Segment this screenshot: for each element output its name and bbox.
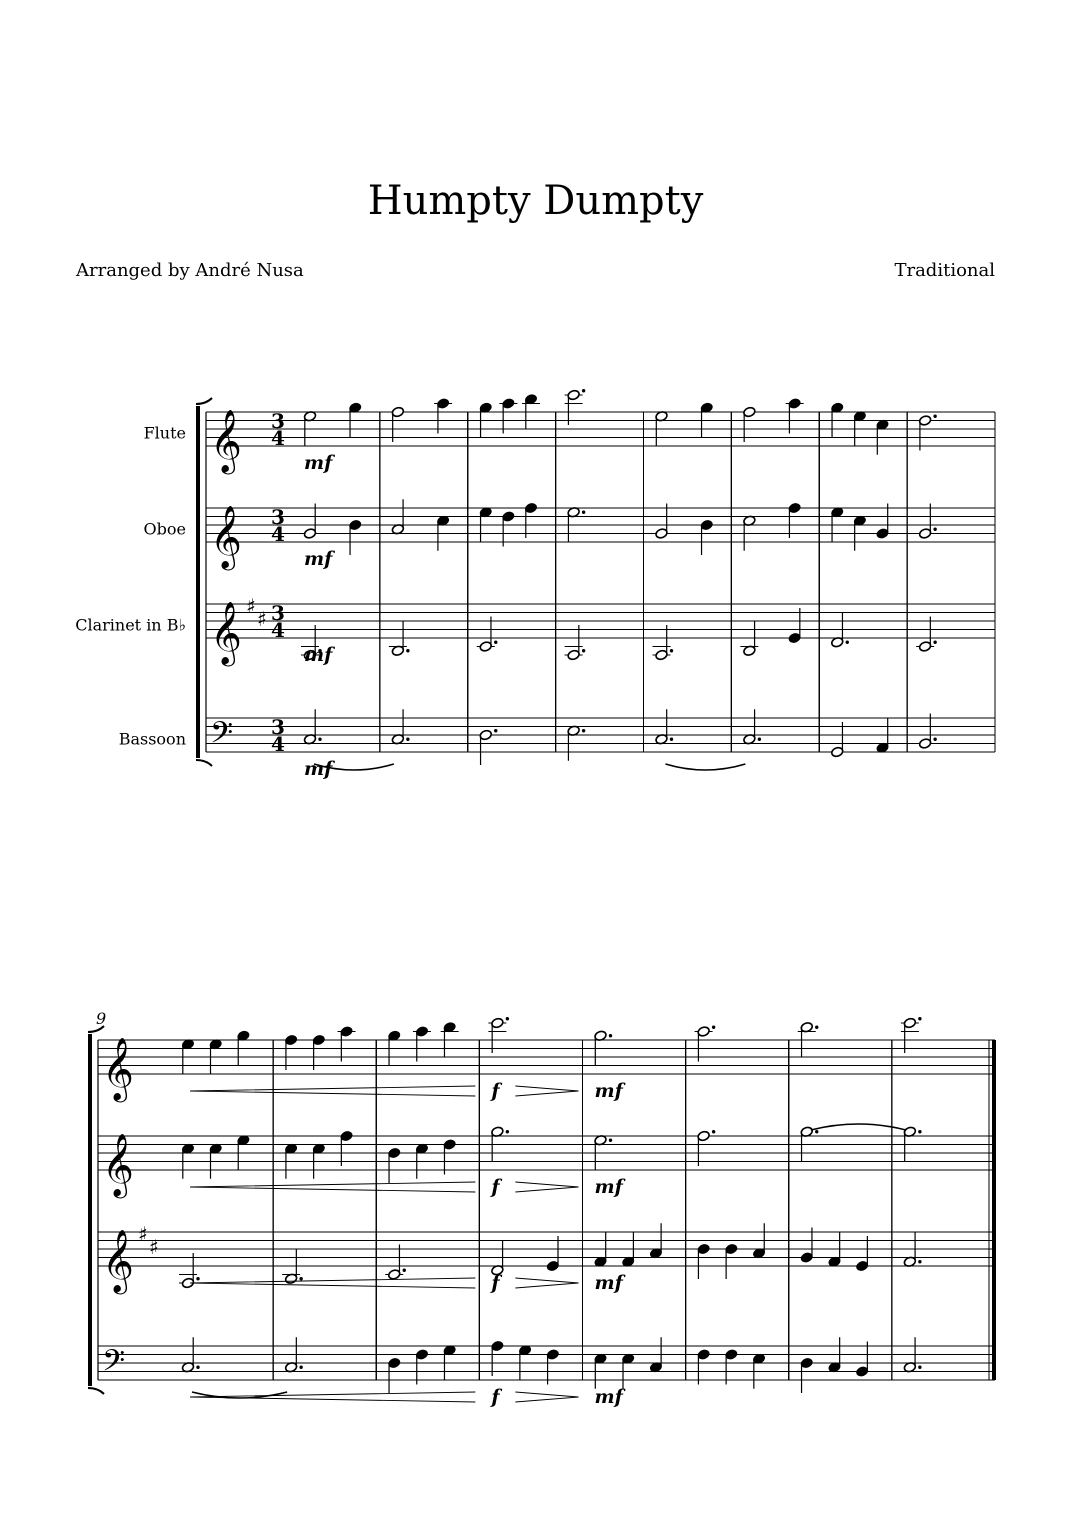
tie xyxy=(666,764,746,770)
augmentation-dot xyxy=(609,1034,612,1037)
treble-clef-icon: 𝄞 xyxy=(210,601,242,664)
augmentation-dot xyxy=(933,528,936,531)
augmentation-dot xyxy=(712,1130,715,1133)
sharp-icon: ♯ xyxy=(149,1234,159,1259)
dynamic-marking: mf xyxy=(304,548,333,570)
augmentation-dot xyxy=(318,738,321,741)
augmentation-dot xyxy=(494,641,497,644)
time-signature-bottom: 4 xyxy=(271,426,285,450)
augmentation-dot xyxy=(758,738,761,741)
diminuendo-hairpin xyxy=(515,1182,578,1192)
dynamic-marking: mf xyxy=(304,758,333,780)
composer-credit: Traditional xyxy=(894,260,995,281)
augmentation-dot xyxy=(299,1277,302,1280)
augmentation-dot xyxy=(815,1026,818,1029)
instrument-name: Oboe xyxy=(143,519,186,539)
augmentation-dot xyxy=(918,1260,921,1263)
augmentation-dot xyxy=(196,1277,199,1280)
crescendo-hairpin xyxy=(190,1392,475,1402)
augmentation-dot xyxy=(670,649,673,652)
treble-clef-icon: 𝄞 xyxy=(102,1229,134,1292)
augmentation-dot xyxy=(933,738,936,741)
crescendo-hairpin xyxy=(190,1086,475,1096)
diminuendo-hairpin xyxy=(515,1278,578,1288)
bracket-top-hook xyxy=(196,398,212,404)
time-signature-bottom: 4 xyxy=(271,522,285,546)
augmentation-dot xyxy=(506,1130,509,1133)
augmentation-dot xyxy=(846,641,849,644)
augmentation-dot xyxy=(406,649,409,652)
augmentation-dot xyxy=(933,641,936,644)
time-signature-top: 3 xyxy=(271,715,285,739)
augmentation-dot xyxy=(403,1269,406,1272)
instrument-name: Bassoon xyxy=(118,729,186,749)
bass-clef-icon: 𝄢 xyxy=(102,1344,126,1386)
arranger-credit: Arranged by André Nusa xyxy=(76,260,304,281)
crescendo-hairpin xyxy=(190,1278,475,1288)
dynamic-marking: mf xyxy=(594,1386,623,1408)
instrument-name: Clarinet in B♭ xyxy=(75,615,186,635)
augmentation-dot xyxy=(406,738,409,741)
instrument-name: Flute xyxy=(143,423,186,443)
augmentation-dot xyxy=(582,389,585,392)
dynamic-marking: mf xyxy=(304,452,333,474)
augmentation-dot xyxy=(582,649,585,652)
augmentation-dot xyxy=(918,1017,921,1020)
augmentation-dot xyxy=(670,738,673,741)
augmentation-dot xyxy=(609,1139,612,1142)
dynamic-marking: f xyxy=(491,1272,500,1294)
augmentation-dot xyxy=(582,511,585,514)
augmentation-dot xyxy=(815,1130,818,1133)
sharp-icon: ♯ xyxy=(257,606,267,631)
diminuendo-hairpin xyxy=(515,1392,578,1402)
time-signature-bottom: 4 xyxy=(271,618,285,642)
augmentation-dot xyxy=(196,1366,199,1369)
sharp-icon: ♯ xyxy=(138,1222,148,1246)
dynamic-marking: mf xyxy=(304,644,333,666)
dynamic-marking: mf xyxy=(594,1176,623,1198)
dynamic-marking: f xyxy=(491,1176,500,1198)
treble-clef-icon: 𝄞 xyxy=(210,409,242,472)
bracket-bottom-hook xyxy=(196,760,212,766)
dynamic-marking: mf xyxy=(594,1080,623,1102)
augmentation-dot xyxy=(712,1026,715,1029)
diminuendo-hairpin xyxy=(515,1086,578,1096)
bass-clef-icon: 𝄢 xyxy=(210,716,234,758)
sharp-icon: ♯ xyxy=(246,594,256,618)
bracket-bottom-hook xyxy=(88,1388,104,1394)
crescendo-hairpin xyxy=(190,1182,475,1192)
augmentation-dot xyxy=(494,729,497,732)
treble-clef-icon: 𝄞 xyxy=(210,505,242,568)
time-signature-top: 3 xyxy=(271,505,285,529)
time-signature-bottom: 4 xyxy=(271,732,285,756)
augmentation-dot xyxy=(582,729,585,732)
augmentation-dot xyxy=(918,1366,921,1369)
page-title: Humpty Dumpty xyxy=(367,178,704,224)
dynamic-marking: f xyxy=(491,1386,500,1408)
dynamic-marking: f xyxy=(491,1080,500,1102)
augmentation-dot xyxy=(299,1366,302,1369)
measure-number: 9 xyxy=(96,1009,107,1028)
treble-clef-icon: 𝄞 xyxy=(102,1133,134,1196)
dynamic-marking: mf xyxy=(594,1272,623,1294)
augmentation-dot xyxy=(918,1130,921,1133)
time-signature-top: 3 xyxy=(271,601,285,625)
augmentation-dot xyxy=(506,1017,509,1020)
time-signature-top: 3 xyxy=(271,409,285,433)
treble-clef-icon: 𝄞 xyxy=(102,1037,134,1100)
augmentation-dot xyxy=(933,415,936,418)
